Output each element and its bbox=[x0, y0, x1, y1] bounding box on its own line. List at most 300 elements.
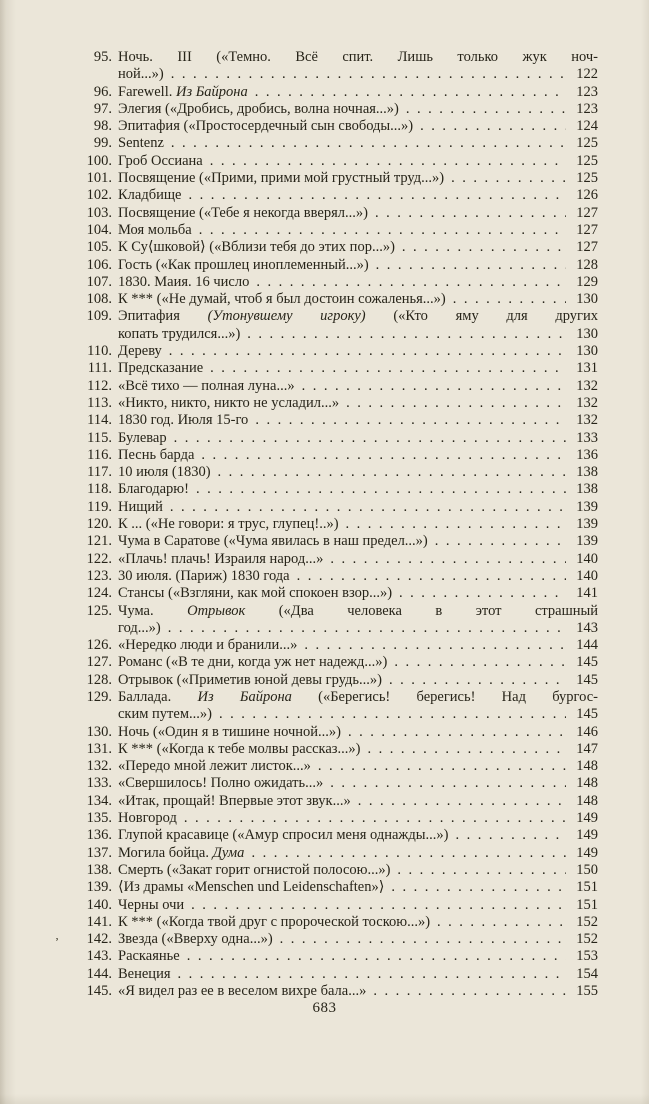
toc-entry bbox=[78, 845, 598, 862]
toc-entry bbox=[78, 84, 598, 101]
dot-leader bbox=[304, 637, 566, 654]
entry-title-part: «Всё тихо — полная луна...» bbox=[118, 377, 295, 394]
toc-entry bbox=[78, 308, 598, 325]
entry-title bbox=[118, 239, 395, 256]
entry-title-part: Отрывок bbox=[187, 602, 246, 619]
entry-title bbox=[118, 101, 399, 118]
entry-title-part: Моя мольба bbox=[118, 221, 192, 238]
toc-entry bbox=[78, 395, 598, 412]
entry-title-part: Гроб Оссиана bbox=[118, 152, 203, 169]
entry-number: 101. bbox=[86, 170, 112, 187]
entry-title bbox=[118, 897, 184, 914]
entry-title bbox=[118, 966, 171, 983]
entry-page-number: 139 bbox=[576, 498, 598, 515]
entry-number: 123. bbox=[86, 567, 112, 584]
entry-page-number: 150 bbox=[576, 861, 598, 878]
entry-title bbox=[118, 187, 181, 204]
toc-entry bbox=[78, 205, 598, 222]
toc-entry bbox=[78, 170, 598, 187]
entry-number: 139. bbox=[86, 879, 112, 896]
entry-number: 144. bbox=[86, 965, 112, 982]
entry-title-part: 1830 год. Июля 15-го bbox=[118, 412, 249, 429]
entry-title-part: Раскаянье bbox=[118, 948, 180, 965]
entry-page-number: 141 bbox=[576, 585, 598, 602]
entry-title bbox=[118, 378, 295, 395]
dot-leader bbox=[210, 360, 566, 377]
toc-entry bbox=[78, 101, 598, 118]
entry-page-number: 148 bbox=[576, 758, 598, 775]
entry-number: 97. bbox=[93, 100, 112, 117]
entry-page-number: 146 bbox=[576, 723, 598, 740]
entry-title-part: Посвящение («Тебе я некогда вверял...») bbox=[118, 204, 368, 221]
toc-entry bbox=[78, 481, 598, 498]
entry-page-number: 126 bbox=[576, 187, 598, 204]
toc-entry-continuation bbox=[78, 706, 598, 723]
entry-page-number: 130 bbox=[576, 325, 598, 342]
entry-title-part: Farewell. bbox=[118, 83, 176, 100]
entry-number: 121. bbox=[86, 533, 112, 550]
entry-title bbox=[118, 343, 162, 360]
entry-title-part: Благодарю! bbox=[118, 481, 189, 498]
entry-page-number: 136 bbox=[576, 446, 598, 463]
toc-entry bbox=[78, 637, 598, 654]
entry-number: 120. bbox=[86, 516, 112, 533]
entry-title-part: (Утонувшему игроку) bbox=[207, 308, 366, 325]
toc-entry bbox=[78, 291, 598, 308]
entry-page-number: 124 bbox=[576, 118, 598, 135]
toc-entry bbox=[78, 672, 598, 689]
entry-page-number: 127 bbox=[576, 221, 598, 238]
entry-number: 134. bbox=[86, 792, 112, 809]
entry-number: 137. bbox=[86, 844, 112, 861]
entry-page-number: 125 bbox=[576, 152, 598, 169]
entry-page-number: 153 bbox=[576, 948, 598, 965]
entry-title bbox=[118, 395, 339, 412]
dot-leader bbox=[168, 620, 566, 637]
entry-page-number: 151 bbox=[576, 879, 598, 896]
dot-leader bbox=[201, 447, 566, 464]
entry-number: 111. bbox=[87, 360, 112, 377]
entry-page-number: 147 bbox=[576, 740, 598, 757]
entry-number: 100. bbox=[86, 152, 112, 169]
entry-title bbox=[118, 862, 390, 879]
entry-title-part: К *** («Когда к тебе молвы рассказ...») bbox=[118, 740, 361, 757]
entry-title-part: «Итак, прощай! Впервые этот звук...» bbox=[118, 792, 351, 809]
toc-entry bbox=[78, 343, 598, 360]
entry-title bbox=[118, 637, 297, 654]
entry-title-part: ⟨Из драмы «Menschen und Leidenschaften»⟩ bbox=[118, 879, 385, 896]
toc-entry bbox=[78, 724, 598, 741]
toc-entry bbox=[78, 654, 598, 671]
entry-page-number: 127 bbox=[576, 204, 598, 221]
dot-leader bbox=[456, 827, 566, 844]
entry-title bbox=[118, 447, 194, 464]
dot-leader bbox=[218, 464, 566, 481]
dot-leader bbox=[373, 983, 566, 1000]
toc-entry-continuation bbox=[78, 66, 598, 83]
entry-number: 127. bbox=[86, 654, 112, 671]
entry-title bbox=[118, 153, 203, 170]
dot-leader bbox=[375, 205, 566, 222]
entry-page-number: 155 bbox=[576, 983, 598, 1000]
entry-page-number: 139 bbox=[576, 516, 598, 533]
entry-number: 110. bbox=[87, 343, 112, 360]
toc-entry bbox=[78, 879, 598, 896]
dot-leader bbox=[196, 481, 566, 498]
toc-entry bbox=[78, 931, 598, 948]
entry-title-part: Могила бойца. bbox=[118, 844, 213, 861]
dot-leader bbox=[394, 654, 566, 671]
toc-entry bbox=[78, 257, 598, 274]
toc-entry bbox=[78, 118, 598, 135]
dot-leader bbox=[435, 533, 566, 550]
dot-leader bbox=[184, 810, 566, 827]
entry-title-part: Отрывок («Приметив юной девы грудь...») bbox=[118, 671, 382, 688]
entry-number: 102. bbox=[86, 187, 112, 204]
entry-title bbox=[118, 360, 203, 377]
entry-number: 140. bbox=[86, 896, 112, 913]
entry-page-number: 149 bbox=[576, 810, 598, 827]
entry-page-number: 144 bbox=[576, 637, 598, 654]
entry-page-number: 148 bbox=[576, 792, 598, 809]
toc-entry bbox=[78, 758, 598, 775]
entry-title bbox=[118, 205, 368, 222]
entry-page-number: 151 bbox=[576, 896, 598, 913]
entry-title bbox=[118, 585, 392, 602]
entry-number: 124. bbox=[86, 585, 112, 602]
toc-entry bbox=[78, 948, 598, 965]
dot-leader bbox=[199, 222, 566, 239]
entry-title-part: 1830. Маия. 16 число bbox=[118, 273, 250, 290]
entry-title bbox=[118, 568, 290, 585]
toc-entry bbox=[78, 412, 598, 429]
entry-title bbox=[118, 516, 339, 533]
entry-title-part: Ночь («Один я в тишине ночной...») bbox=[118, 723, 342, 740]
print-artifact: ‚ bbox=[55, 928, 59, 942]
toc-entry bbox=[78, 568, 598, 585]
entry-title-part: Смерть («Закат горит огнистой полосою...») bbox=[118, 861, 391, 878]
dot-leader bbox=[247, 326, 566, 343]
entry-title bbox=[118, 551, 323, 568]
dot-leader bbox=[406, 101, 566, 118]
entry-title-part: («Берегись! берегись! Над бургос- bbox=[291, 688, 598, 705]
toc-entry bbox=[78, 585, 598, 602]
entry-title bbox=[118, 84, 248, 101]
entry-title-part: Гость («Как прошлец иноплеменный...») bbox=[118, 256, 369, 273]
entry-title bbox=[118, 758, 311, 775]
entry-page-number: 132 bbox=[576, 394, 598, 411]
toc-entry bbox=[78, 914, 598, 931]
dot-leader bbox=[402, 239, 566, 256]
entry-title-part: К ... («Не говори: я трус, глупец!..») bbox=[118, 516, 339, 533]
dot-leader bbox=[178, 966, 567, 983]
entry-title-part: Эпитафия bbox=[118, 308, 208, 325]
entry-title bbox=[118, 464, 211, 481]
entry-title bbox=[118, 533, 428, 550]
entry-title-part: Кладбище bbox=[118, 187, 182, 204]
entry-title-continuation: ским путем...») bbox=[118, 706, 212, 723]
entry-number: 138. bbox=[86, 861, 112, 878]
dot-leader bbox=[453, 291, 566, 308]
page-number-footer: 683 bbox=[312, 1000, 337, 1016]
dot-leader bbox=[389, 672, 566, 689]
entry-page-number: 130 bbox=[576, 343, 598, 360]
entry-title-part: «Я видел раз ее в веселом вихре бала...» bbox=[118, 983, 367, 1000]
entry-title bbox=[118, 845, 244, 862]
entry-page-number: 133 bbox=[576, 429, 598, 446]
entry-page-number: 125 bbox=[576, 170, 598, 187]
entry-page-number: 140 bbox=[576, 567, 598, 584]
toc-entry bbox=[78, 551, 598, 568]
entry-title-part: Новгород bbox=[118, 810, 177, 827]
entry-title-part: Булевар bbox=[118, 429, 167, 446]
entry-title-part: К *** («Не думай, чтоб я был достоин сожаленья...») bbox=[118, 291, 446, 308]
entry-title-part: Дереву bbox=[118, 343, 162, 360]
entry-title-part: К Су⟨шковой⟩ («Вблизи тебя до этих пор...») bbox=[118, 239, 395, 256]
dot-leader bbox=[420, 118, 566, 135]
entry-title bbox=[118, 274, 249, 291]
toc-entry bbox=[78, 862, 598, 879]
entry-title bbox=[118, 948, 180, 965]
entry-title-part: Посвящение («Прими, прими мой грустный труд...») bbox=[118, 170, 445, 187]
entry-title bbox=[118, 724, 341, 741]
entry-number: 105. bbox=[86, 239, 112, 256]
toc-entry bbox=[78, 135, 598, 152]
toc-entry bbox=[78, 897, 598, 914]
entry-page-number: 123 bbox=[576, 83, 598, 100]
entry-number: 141. bbox=[86, 913, 112, 930]
entry-number: 122. bbox=[86, 550, 112, 567]
entry-title-part: 30 июля. (Париж) 1830 года bbox=[118, 567, 290, 584]
entry-title bbox=[118, 118, 413, 135]
toc-entry bbox=[78, 499, 598, 516]
entry-page-number: 138 bbox=[576, 464, 598, 481]
dot-leader bbox=[280, 931, 566, 948]
entry-number: 133. bbox=[86, 775, 112, 792]
entry-title bbox=[118, 135, 164, 152]
entry-number: 107. bbox=[86, 273, 112, 290]
entry-title-part: Из Байрона bbox=[175, 83, 248, 100]
entry-number: 136. bbox=[86, 827, 112, 844]
entry-page-number: 152 bbox=[576, 913, 598, 930]
entry-title-part: («Два человека в этот страшный bbox=[245, 602, 598, 619]
entry-title-part: Дума bbox=[212, 844, 245, 861]
dot-leader bbox=[171, 66, 566, 83]
entry-title bbox=[118, 775, 323, 792]
entry-page-number: 152 bbox=[576, 931, 598, 948]
toc-entry bbox=[78, 533, 598, 550]
entry-number: 130. bbox=[86, 723, 112, 740]
dot-leader bbox=[346, 395, 566, 412]
entry-title-part: 10 июля (1830) bbox=[118, 464, 211, 481]
toc-entry bbox=[78, 239, 598, 256]
toc-list bbox=[78, 49, 598, 1000]
entry-title-part: Глупой красавице («Амур спросил меня однажды...») bbox=[118, 827, 449, 844]
entry-page-number: 122 bbox=[576, 66, 598, 83]
dot-leader bbox=[318, 758, 566, 775]
dot-leader bbox=[397, 862, 566, 879]
entry-number: 116. bbox=[87, 446, 112, 463]
dot-leader bbox=[297, 568, 566, 585]
toc-entry bbox=[78, 464, 598, 481]
entry-title bbox=[118, 931, 273, 948]
dot-leader bbox=[358, 793, 566, 810]
entry-number: 113. bbox=[87, 394, 112, 411]
entry-title-part: Ночь. III («Темно. Всё спит. Лишь только жук ноч- bbox=[118, 49, 598, 65]
toc-entry bbox=[78, 741, 598, 758]
dot-leader bbox=[219, 706, 566, 723]
toc-entry bbox=[78, 810, 598, 827]
dot-leader bbox=[255, 412, 566, 429]
entry-title bbox=[118, 793, 351, 810]
entry-title-part: Романс («В те дни, когда уж нет надежд...») bbox=[118, 654, 388, 671]
entry-title-part: Нищий bbox=[118, 498, 163, 515]
dot-leader bbox=[391, 879, 566, 896]
dot-leader bbox=[346, 516, 566, 533]
entry-title bbox=[118, 481, 189, 498]
toc-entry bbox=[78, 222, 598, 239]
entry-title bbox=[118, 430, 167, 447]
dot-leader bbox=[251, 845, 566, 862]
toc-entry bbox=[78, 827, 598, 844]
toc-entry bbox=[78, 775, 598, 792]
entry-number: 135. bbox=[86, 810, 112, 827]
toc-entry bbox=[78, 153, 598, 170]
entry-title-continuation: копать трудился...») bbox=[118, 325, 241, 342]
toc-entry bbox=[78, 793, 598, 810]
toc-entry bbox=[78, 966, 598, 983]
entry-number: 112. bbox=[87, 377, 112, 394]
dot-leader bbox=[174, 430, 566, 447]
toc-entry-continuation bbox=[78, 326, 598, 343]
dot-leader bbox=[399, 585, 566, 602]
toc-entry bbox=[78, 689, 598, 706]
entry-page-number: 145 bbox=[576, 654, 598, 671]
entry-number: 95. bbox=[93, 49, 112, 65]
toc-entry bbox=[78, 378, 598, 395]
dot-leader bbox=[256, 274, 566, 291]
entry-number: 106. bbox=[86, 256, 112, 273]
entry-title bbox=[118, 654, 387, 671]
entry-number: 104. bbox=[86, 221, 112, 238]
entry-page-number: 145 bbox=[576, 706, 598, 723]
entry-title-part: Из Байрона bbox=[197, 688, 292, 705]
entry-number: 131. bbox=[86, 740, 112, 757]
entry-page-number: 123 bbox=[576, 100, 598, 117]
entry-title bbox=[118, 983, 366, 1000]
entry-page-number: 145 bbox=[576, 671, 598, 688]
entry-page-number: 125 bbox=[576, 135, 598, 152]
dot-leader bbox=[437, 914, 566, 931]
entry-title-part: Элегия («Дробись, дробись, волна ночная...») bbox=[118, 100, 399, 117]
entry-title-part: Звезда («Вверху одна...») bbox=[118, 931, 273, 948]
dot-leader bbox=[191, 897, 566, 914]
toc-entry bbox=[78, 430, 598, 447]
toc-entry bbox=[78, 447, 598, 464]
toc-entry-continuation bbox=[78, 620, 598, 637]
entry-page-number: 127 bbox=[576, 239, 598, 256]
entry-title-part: «Нередко люди и бранили...» bbox=[118, 637, 298, 654]
dot-leader bbox=[348, 724, 566, 741]
entry-title bbox=[118, 672, 382, 689]
entry-number: 98. bbox=[93, 118, 112, 135]
entry-title bbox=[118, 689, 598, 706]
toc-entry bbox=[78, 49, 598, 66]
entry-page-number: 148 bbox=[576, 775, 598, 792]
entry-number: 132. bbox=[86, 758, 112, 775]
entry-title bbox=[118, 257, 369, 274]
dot-leader bbox=[302, 378, 566, 395]
entry-title-part: «Плачь! плачь! Израиля народ...» bbox=[118, 550, 324, 567]
entry-title bbox=[118, 222, 192, 239]
entry-title bbox=[118, 741, 361, 758]
entry-page-number: 149 bbox=[576, 827, 598, 844]
entry-page-number: 149 bbox=[576, 844, 598, 861]
entry-page-number: 131 bbox=[576, 360, 598, 377]
entry-number: 96. bbox=[93, 83, 112, 100]
entry-title-part: Sentenz bbox=[118, 135, 164, 152]
toc-entry bbox=[78, 274, 598, 291]
entry-page-number: 154 bbox=[576, 965, 598, 982]
entry-page-number: 132 bbox=[576, 412, 598, 429]
dot-leader bbox=[376, 257, 566, 274]
entry-title bbox=[118, 170, 444, 187]
entry-number: 126. bbox=[86, 637, 112, 654]
entry-title-part: «Никто, никто, никто не усладил...» bbox=[118, 394, 340, 411]
entry-number: 114. bbox=[87, 412, 112, 429]
entry-title-part: Песнь барда bbox=[118, 446, 195, 463]
entry-title-part: Эпитафия («Простосердечный сын свободы...») bbox=[118, 118, 414, 135]
entry-page-number: 138 bbox=[576, 481, 598, 498]
entry-title bbox=[118, 291, 446, 308]
entry-page-number: 139 bbox=[576, 533, 598, 550]
entry-title-part: Чума в Саратове («Чума явилась в наш предел...») bbox=[118, 533, 428, 550]
entry-page-number: 140 bbox=[576, 550, 598, 567]
entry-number: 109. bbox=[86, 308, 112, 325]
dot-leader bbox=[171, 135, 566, 152]
dot-leader bbox=[368, 741, 567, 758]
dot-leader bbox=[451, 170, 566, 187]
entry-title-part: К *** («Когда твой друг с пророческой тоскою...») bbox=[118, 913, 431, 930]
entry-title bbox=[118, 810, 177, 827]
entry-page-number: 130 bbox=[576, 291, 598, 308]
entry-title bbox=[118, 879, 384, 896]
entry-number: 103. bbox=[86, 204, 112, 221]
entry-title bbox=[118, 49, 598, 66]
entry-title-continuation: год...») bbox=[118, 619, 161, 636]
entry-title bbox=[118, 914, 430, 931]
dot-leader bbox=[170, 499, 566, 516]
entry-title bbox=[118, 308, 598, 325]
dot-leader bbox=[188, 187, 566, 204]
entry-page-number: 132 bbox=[576, 377, 598, 394]
toc-entry bbox=[78, 187, 598, 204]
dot-leader bbox=[330, 551, 566, 568]
entry-number: 143. bbox=[86, 948, 112, 965]
entry-title-part: Баллада. bbox=[118, 688, 198, 705]
toc-entry bbox=[78, 603, 598, 620]
dot-leader bbox=[210, 153, 566, 170]
entry-page-number: 129 bbox=[576, 273, 598, 290]
dot-leader bbox=[187, 948, 566, 965]
dot-leader bbox=[330, 775, 566, 792]
toc-entry bbox=[78, 516, 598, 533]
entry-title-part: («Кто яму для других bbox=[365, 308, 598, 325]
entry-title-part: «Свершилось! Полно ожидать...» bbox=[118, 775, 324, 792]
entry-number: 142. bbox=[86, 931, 112, 948]
entry-number: 145. bbox=[86, 983, 112, 1000]
entry-title-part: Предсказание bbox=[118, 360, 204, 377]
